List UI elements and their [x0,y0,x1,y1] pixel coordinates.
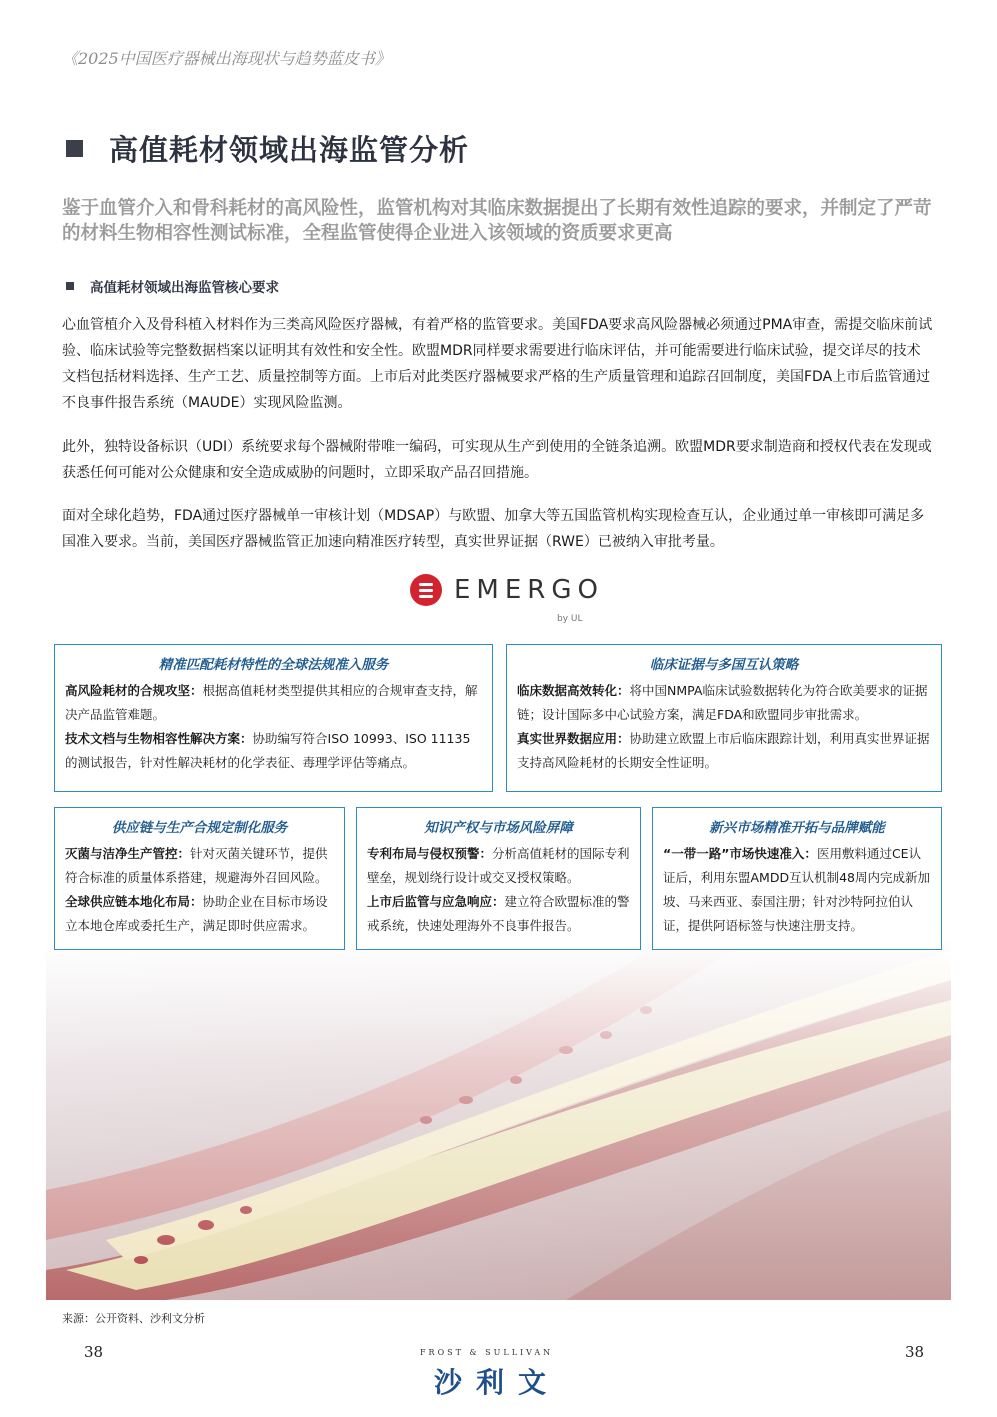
box-item: 技术文档与生物相容性解决方案：协助编写符合ISO 10993、ISO 11135的测试报告，针对性解决耗材的化学表征、毒理学评估等痛点。 [65,731,471,770]
box-title: 新兴市场精准开拓与品牌赋能 [709,820,885,836]
box-item: 临床数据高效转化：将中国NMPA临床试验数据转化为符合欧美要求的证据链；设计国际多中心试验方案，满足FDA和欧盟同步审批需求。 [517,683,928,722]
service-box-regulatory [54,644,493,792]
emergo-logo [410,574,604,606]
service-box-emerging-markets [652,807,942,950]
running-head: 《2025中国医疗器械出海现状与趋势蓝皮书》 [62,49,391,68]
square-bullet-icon [66,140,83,157]
box-item: 高风险耗材的合规攻坚：根据高值耗材类型提供其相应的合规审查支持，解决产品监管难题。 [65,683,478,722]
box-item: 全球供应链本地化布局：协助企业在目标市场设立本地仓库或委托生产，满足即时供应需求。 [65,894,328,933]
box-item: 真实世界数据应用：协助建立欧盟上市后临床跟踪计划，利用真实世界证据支持高风险耗材的长期安全性证明。 [517,731,930,770]
logo-wordmark: EMERGO [454,575,604,605]
box-item: “一带一路”市场快速准入：医用敷料通过CE认证后，利用东盟AMDD互认机制48周内完成新加坡、马来西亚、泰国注册；针对沙特阿拉伯认证，提供阿语标签与快速注册支持。 [663,846,930,933]
service-box-supply-chain [54,807,345,950]
sub-heading [66,276,279,296]
box-item: 上市后监管与应急响应：建立符合欧盟标准的警戒系统，快速处理海外不良事件报告。 [367,894,630,933]
service-box-ip [356,807,641,950]
paragraph-1: 心血管植介入及骨科植入材料作为三类高风险医疗器械，有着严格的监管要求。美国FDA要求高风险器械必须通过PMA审查，需提交临床前试验、临床试验等完整数据档案以证明其有效性和安全性。欧盟MDR同样要求需要进行临床评估，并可能需要进行临床试验，提交详尽的技术文档包括材料选择、生产工艺、质量控制等方面。上市后对此类医疗器械要求严格的生产质量管理和追踪召回制度，美国FDA上市后监管通过不良事件报告系统（MAUDE）实现风险监测。 [62,317,933,411]
box-item: 灭菌与洁净生产管控：针对灭菌关键环节，提供符合标准的质量体系搭建，规避海外召回风险。 [65,846,328,885]
box-title: 临床证据与多国互认策略 [649,657,799,673]
artery-illustration [46,940,951,1300]
sub-heading-text: 高值耗材领域出海监管核心要求 [90,280,279,296]
source-note: 来源：公开资料、沙利文分析 [62,1312,205,1325]
page-number-left: 38 [84,1343,104,1361]
section-title [66,128,469,169]
section-title-text: 高值耗材领域出海监管分析 [109,133,470,167]
brand-chinese: 沙利文 [434,1366,561,1399]
box-title: 知识产权与市场风险屏障 [424,820,573,836]
brand-english: FROST & SULLIVAN [420,1348,554,1357]
paragraph-3: 面对全球化趋势，FDA通过医疗器械单一审核计划（MDSAP）与欧盟、加拿大等五国监管机构实现检查互认，企业通过单一审核即可满足多国准入要求。当前，美国医疗器械监管正加速向精准医疗转型，真实世界证据（RWE）已被纳入审批考量。 [62,508,925,550]
logo-subtext: by UL [557,614,583,624]
small-square-bullet-icon [66,282,74,290]
lead-summary: 鉴于血管介入和骨科耗材的高风险性，监管机构对其临床数据提出了长期有效性追踪的要求，并制定了严苛的材料生物相容性测试标准，全程监管使得企业进入该领域的资质要求更高 [62,198,932,244]
box-item: 专利布局与侵权预警：分析高值耗材的国际专利壁垒，规划绕行设计或交叉授权策略。 [367,846,630,885]
emergo-logo-icon [410,574,442,606]
paragraph-2: 此外，独特设备标识（UDI）系统要求每个器械附带唯一编码，可实现从生产到使用的全链条追溯。欧盟MDR要求制造商和授权代表在发现或获悉任何可能对公众健康和安全造成威胁的问题时，立即采取产品召回措施。 [62,439,932,481]
box-title: 精准匹配耗材特性的全球法规准入服务 [158,657,389,673]
box-title: 供应链与生产合规定制化服务 [111,820,288,836]
service-box-clinical [506,644,942,792]
page-number-right: 38 [905,1343,925,1361]
